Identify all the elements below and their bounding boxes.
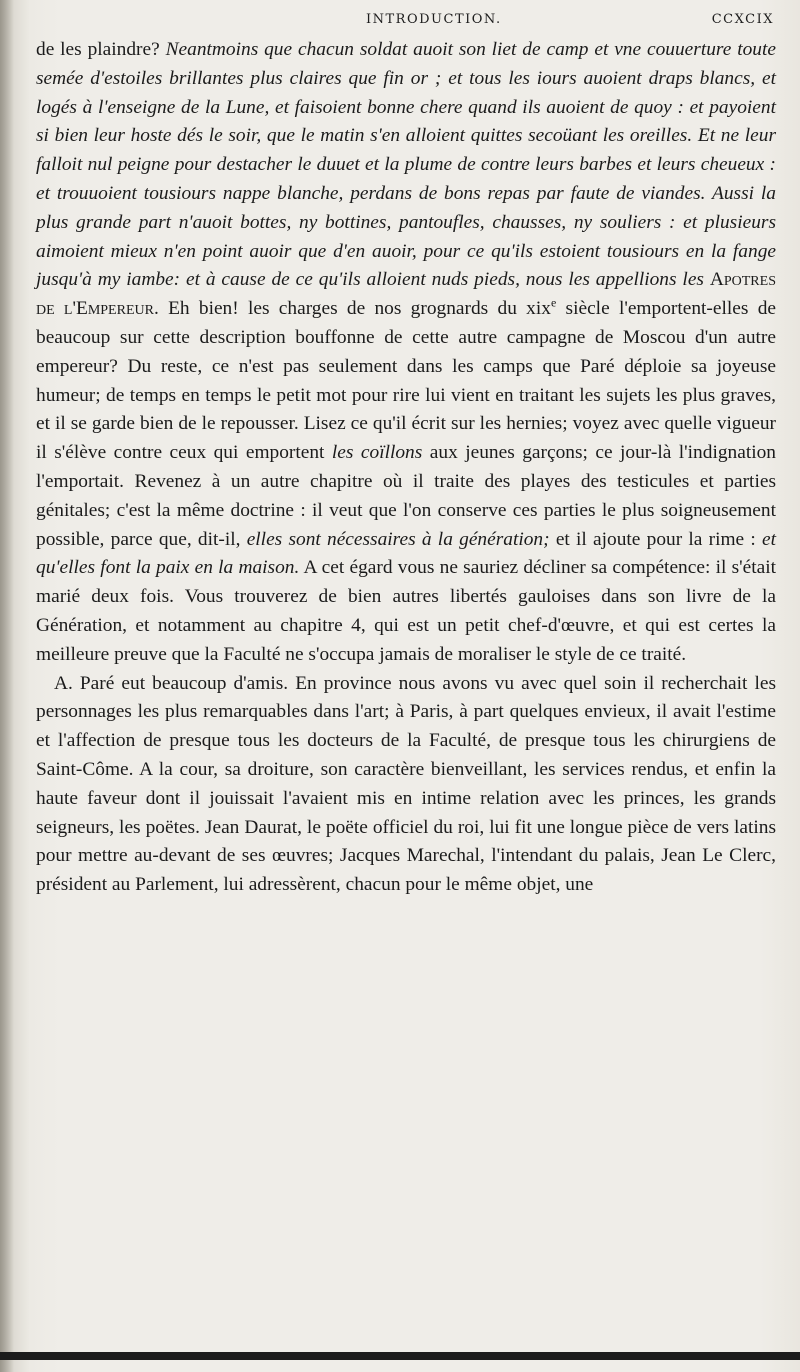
running-title: INTRODUCTION. [366,12,502,27]
smallcaps-segment: Apotres de l'Empereur [36,269,776,320]
text-segment: et il ajoute pour la rime : [549,528,763,550]
italic-segment: elles sont nécessaires à la génération; [246,528,550,550]
bottom-edge-bar [0,1352,800,1360]
text-segment: A. Paré eut beaucoup d'amis. En province nous avons vu avec quel soin il recherchait les personnages les plus remarquables dans l'art; à Paris, à part quelques envieux, il avait l'estime et l'affection de presque tous les docteurs de la Faculté, de presque tous les chirurgiens de Saint-Côme. A la cour, sa droiture, son caractère bienveillant, les services rendus, et enfin la haute faveur dont il jouissait l'avaient mis en intime relation avec les princes, les grands seigneurs, les poëtes. Jean Daurat, le poëte officiel du roi, lui fit une longue pièce de vers latins pour mettre au-devant de ses œuvres; Jacques Marechal, l'intendant du palais, Jean Le Clerc, président au Parlement, lui adressèrent, chacun pour le même objet, une [36,672,776,896]
superscript-segment: e [550,295,557,310]
text-segment: de les plaindre? [36,39,166,60]
paragraph-1 [36,36,776,670]
body-text [36,36,776,900]
text-segment: . Eh bien! les charges de nos grognards du xix [153,298,551,320]
binding-shadow [0,0,14,1372]
italic-segment: et qu'elles font la paix en la maison. [36,528,777,579]
italic-segment: les coïllons [331,442,423,464]
text-segment: A cet égard vous ne sauriez décliner sa compétence: il s'était marié deux fois. Vous trouverez de bien autres libertés gauloises dans son livre de la Génération, et notamment au chapitre 4, qui est un petit chef-d'œuvre, et qui est certes la meilleure preuve que la Faculté ne s'occupa jamais de moraliser le style de ce traité. [36,557,776,665]
page-number: CCXCIX [711,12,774,27]
running-header [60,12,774,34]
italic-quote-segment: Neantmoins que chacun soldat auoit son liet de camp et vne couuerture toute semée d'estoiles brillantes plus claires que fin or ; et tous les iours auoient draps blancs, et logés à l'enseigne de la Lune, et faisoient bonne chere quand ils auoient de quoy : et payoient si bien leur hoste dés le soir, que le matin s'en alloient quittes secoüant les oreilles. Et ne leur falloit nul peigne pour destacher le duuet et la plume de contre leurs barbes et leurs cheueux : et trouuoient tousiours nappe blanche, perdans de bons repas par faute de viandes. Aussi la plus grande part n'auoit bottes, ny bottines, pantoufles, chausses, ny souliers : et plusieurs aimoient mieux n'en point auoir que d'en auoir, pour ce qu'ils estoient tousiours en la fange jusqu'à my iambe: et à cause de ce qu'ils alloient nuds pieds, nous les appellions les [36,39,776,291]
text-segment: siècle l'emportent-elles de beaucoup sur cette description bouffonne de cette autre campagne de Moscou d'un autre empereur? Du reste, ce n'est pas seulement dans les camps que Paré déploie sa joyeuse humeur; de temps en temps le petit mot pour rire lui vient en traitant les sujets les plus graves, et il se garde bien de le repousser. Lisez ce qu'il écrit sur les hernies; voyez avec quelle vigueur il s'élève contre ceux qui emportent [36,298,776,464]
text-segment: aux jeunes garçons; ce jour-là l'indignation l'emportait. Revenez à un autre chapitre où il traite des playes des testicules et parties génitales; c'est la même doctrine : il veut que l'on conserve ces parties le plus soigneusement possible, parce que, dit-il, [36,442,776,550]
paragraph-2 [36,670,776,900]
